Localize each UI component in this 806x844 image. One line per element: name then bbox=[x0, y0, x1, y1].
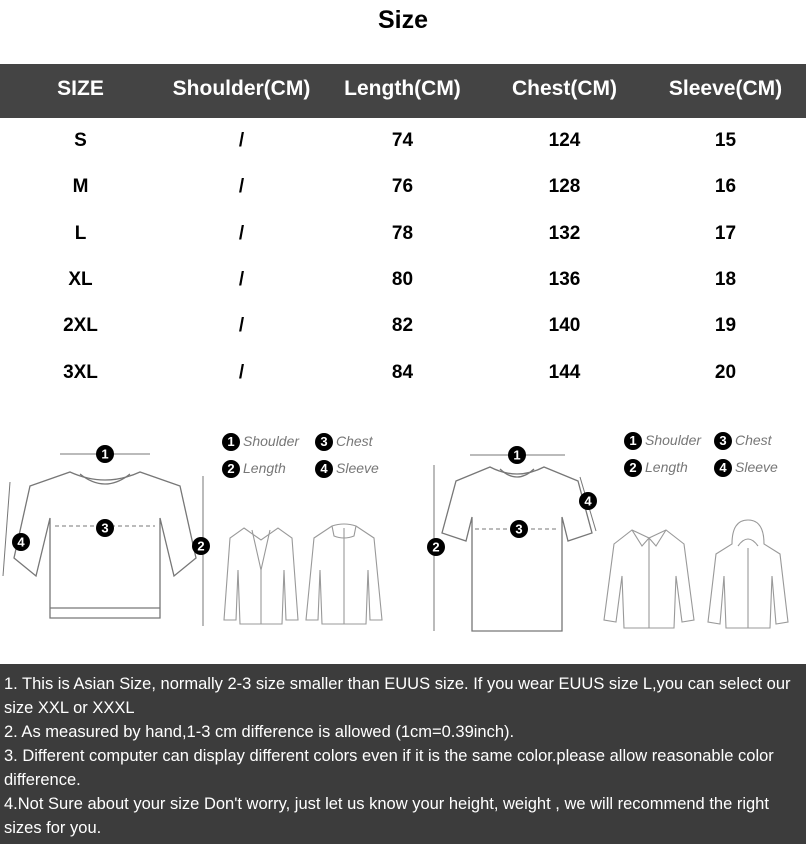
legend-number-icon: 2 bbox=[222, 460, 240, 478]
note-item: 2. As measured by hand,1-3 cm difference is allowed (1cm=0.39inch). bbox=[4, 723, 515, 741]
cell-chest: 128 bbox=[548, 176, 581, 197]
table-row bbox=[0, 257, 806, 303]
cell-shoulder: / bbox=[238, 269, 245, 290]
legend-shoulder: Shoulder bbox=[645, 432, 702, 448]
cell-size: L bbox=[74, 223, 87, 244]
legend-number-icon: 4 bbox=[315, 460, 333, 478]
legend-number-icon: 3 bbox=[315, 433, 333, 451]
legend-length: Length bbox=[243, 460, 286, 476]
cell-chest: 124 bbox=[548, 130, 581, 151]
cell-chest: 136 bbox=[548, 269, 581, 290]
table-row bbox=[0, 164, 806, 210]
table-row bbox=[0, 303, 806, 349]
legend-chest: Chest bbox=[336, 433, 373, 449]
cell-size: S bbox=[74, 130, 87, 151]
table-row bbox=[0, 118, 806, 164]
blazer-sketch-icon bbox=[222, 520, 300, 630]
cell-chest: 140 bbox=[548, 315, 581, 336]
marker-number: 1 bbox=[101, 446, 109, 462]
cell-sleeve: 17 bbox=[714, 223, 737, 244]
long-sleeve-diagram bbox=[0, 430, 220, 645]
legend-number-icon: 1 bbox=[624, 432, 642, 450]
note-item: 3. Different computer can display different colors even if it is the same color.please allow reasonable color difference. bbox=[4, 747, 774, 789]
header-size: SIZE bbox=[57, 77, 104, 100]
hoodie-sketch-icon bbox=[706, 518, 790, 634]
shirt-sketch-icon bbox=[602, 524, 696, 634]
cell-size: 2XL bbox=[63, 315, 98, 336]
header-length: Length(CM) bbox=[344, 77, 461, 100]
marker-number: 4 bbox=[584, 493, 592, 509]
table-row bbox=[0, 350, 806, 396]
size-table-header bbox=[0, 64, 806, 118]
marker-number: 1 bbox=[513, 447, 521, 463]
cell-shoulder: / bbox=[238, 362, 245, 383]
cell-shoulder: / bbox=[238, 176, 245, 197]
cell-size: M bbox=[72, 176, 89, 197]
legend-number-icon: 4 bbox=[714, 459, 732, 477]
cell-length: 74 bbox=[391, 130, 414, 151]
marker-number: 3 bbox=[101, 520, 109, 536]
cell-sleeve: 15 bbox=[714, 130, 737, 151]
size-notes bbox=[0, 664, 806, 844]
legend-chest: Chest bbox=[735, 432, 772, 448]
cell-sleeve: 19 bbox=[714, 315, 737, 336]
header-sleeve: Sleeve(CM) bbox=[668, 77, 783, 100]
cell-length: 78 bbox=[391, 223, 414, 244]
note-item: 1. This is Asian Size, normally 2-3 size smaller than EUUS size. If you wear EUUS size L,you can select our size XXL or XXXL bbox=[4, 675, 791, 717]
cell-shoulder: / bbox=[238, 315, 245, 336]
legend-left bbox=[222, 433, 412, 485]
legend-length: Length bbox=[645, 459, 688, 475]
legend-sleeve: Sleeve bbox=[336, 460, 379, 476]
cell-chest: 132 bbox=[548, 223, 581, 244]
legend-right bbox=[624, 432, 804, 484]
cell-length: 84 bbox=[391, 362, 414, 383]
cell-shoulder: / bbox=[238, 130, 245, 151]
cell-chest: 144 bbox=[548, 362, 581, 383]
legend-number-icon: 1 bbox=[222, 433, 240, 451]
header-chest: Chest(CM) bbox=[512, 77, 617, 100]
marker-number: 4 bbox=[17, 534, 25, 550]
table-row bbox=[0, 211, 806, 257]
cell-length: 80 bbox=[391, 269, 414, 290]
legend-sleeve: Sleeve bbox=[735, 459, 778, 475]
cell-size: 3XL bbox=[63, 362, 98, 383]
marker-number: 3 bbox=[515, 521, 523, 537]
cell-sleeve: 18 bbox=[714, 269, 737, 290]
cell-sleeve: 20 bbox=[714, 362, 737, 383]
page-title: Size bbox=[377, 6, 429, 34]
cell-length: 82 bbox=[391, 315, 414, 336]
legend-number-icon: 2 bbox=[624, 459, 642, 477]
cell-length: 76 bbox=[391, 176, 414, 197]
jacket-sketch-icon bbox=[304, 520, 384, 630]
note-item: 4.Not Sure about your size Don't worry, just let us know your height, weight , we will recommend the right sizes for you. bbox=[4, 795, 769, 837]
header-shoulder: Shoulder(CM) bbox=[172, 77, 311, 100]
legend-shoulder: Shoulder bbox=[243, 433, 300, 449]
cell-shoulder: / bbox=[238, 223, 245, 244]
marker-number: 2 bbox=[197, 538, 205, 554]
marker-number: 2 bbox=[432, 539, 440, 555]
cell-size: XL bbox=[68, 269, 93, 290]
legend-number-icon: 3 bbox=[714, 432, 732, 450]
cell-sleeve: 16 bbox=[714, 176, 737, 197]
tshirt-diagram bbox=[420, 435, 610, 645]
